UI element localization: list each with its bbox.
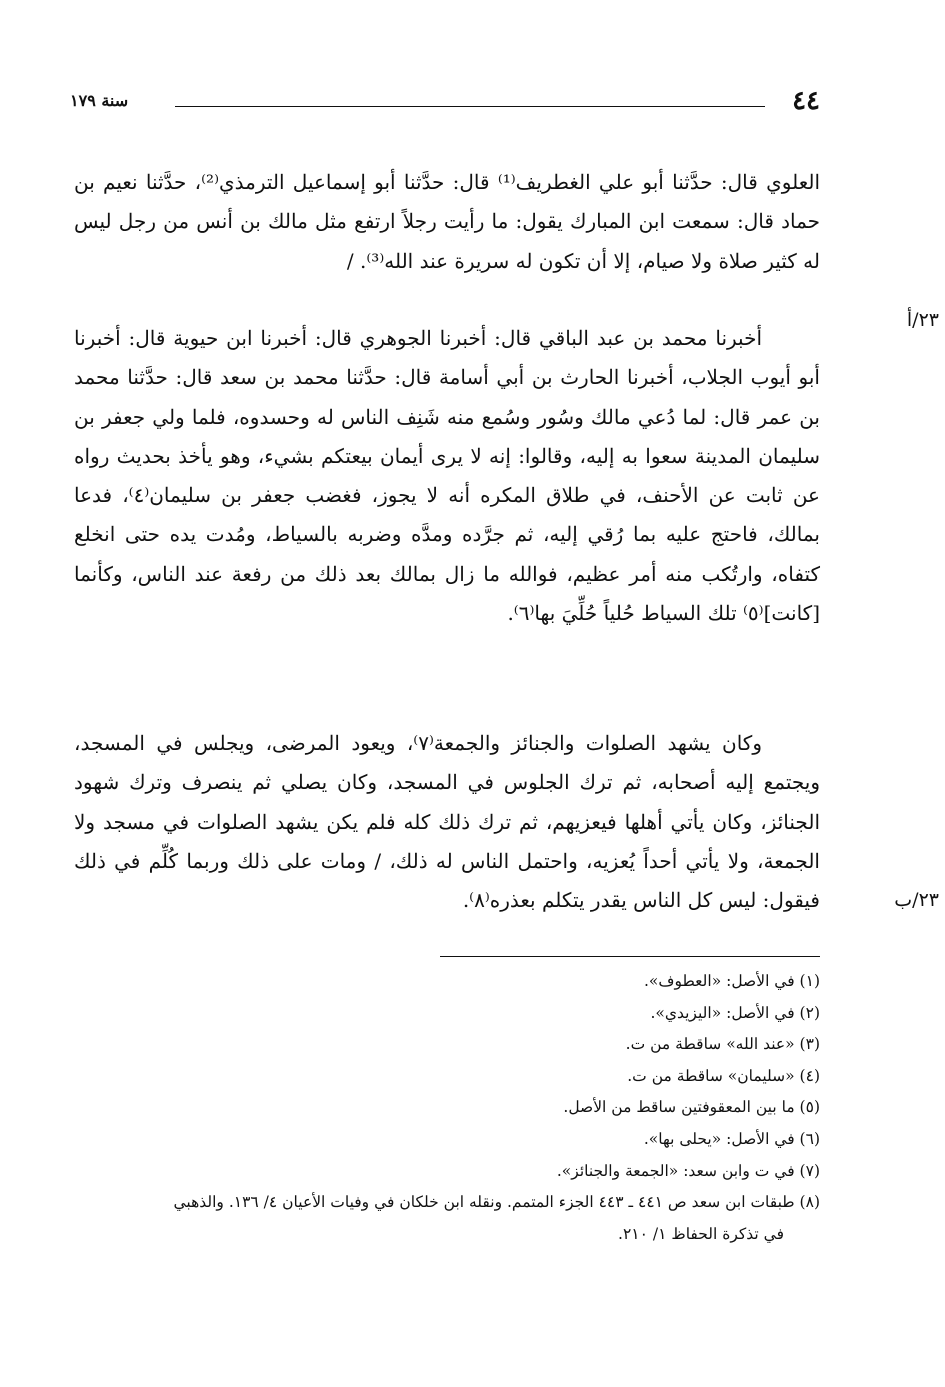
- footnote-8-continuation: في تذكرة الحفاظ ١/ ٢١٠.: [618, 1224, 784, 1243]
- paragraph-1: العلوي قال: حدَّثنا أبو علي الغطريف⁽¹⁾ قال: حدَّثنا أبو إسماعيل الترمذي⁽²⁾، حدَّثنا نعيم بن حماد قال: سمعت ابن المبارك يقول: ما رأيت رجلاً ارتفع مثل مالك بن أنس من رجل ليس له كثير صلاة ولا صيام، إلا أن تكون له سريرة عند الله⁽³⁾. /: [74, 170, 820, 273]
- paragraph-2: أخبرنا محمد بن عبد الباقي قال: أخبرنا الجوهري قال: أخبرنا ابن حيوية قال: أخبرنا أبو أيوب الجلاب، أخبرنا الحارث بن أبي أسامة قال: حدَّثنا محمد بن سعد قال: حدَّثنا محمد بن عمر قال: لما دُعي مالك وسُور وسُمع منه شَنِف الناس له وحسدوه، فلما ولي جعفر بن سليمان المدينة سعوا به إليه، وقالوا: إنه لا يرى أيمان بيعتكم بشيء، وهو يأخذ بحديث رواه عن ثابت عن الأحنف، في طلاق المكره أنه لا يجوز، فغضب جعفر بن سليمان⁽٤⁾، فدعا بمالك، فاحتج عليه بما رُقي إليه، ثم جرَّده ومدَّه وضربه بالسياط، ومُدت يده حتى انخلع كتفاه، وارتُكب منه أمر عظيم، فوالله ما زال بمالك بعد ذلك من رفعة عند الناس، وكأنما [كانت]⁽٥⁾ تلك السياط حُلياً حُلِّيَ بها⁽٦⁾.: [74, 326, 820, 626]
- footnote-rule: [440, 956, 820, 957]
- footnote-8: (٨) طبقات ابن سعد ص ٤٤١ ـ ٤٤٣ الجزء المتمم. ونقله ابن خلكان في وفيات الأعيان ٤/ ١٣٦. والذهبي: [173, 1193, 820, 1212]
- margin-folio-note-2: ٢٣/ب: [894, 889, 939, 911]
- margin-folio-note-1: ٢٣/أ: [906, 309, 939, 331]
- footnote-2: (٢) في الأصل: «اليزيدي».: [650, 1003, 820, 1022]
- footnote-7: (٧) في ت وابن سعد: «الجمعة والجنائز».: [556, 1161, 820, 1180]
- footnote-3: (٣) «عند الله» ساقطة من ت.: [625, 1035, 820, 1054]
- footnotes: [70, 966, 820, 1250]
- footnote-4: (٤) «سليمان» ساقطة من ت.: [627, 1066, 820, 1085]
- footnote-5: (٥) ما بين المعقوفتين ساقط من الأصل.: [563, 1098, 820, 1117]
- page-number: ٤٤: [792, 86, 820, 116]
- year-label: سنة ١٧٩: [70, 91, 129, 110]
- footnote-6: (٦) في الأصل: «يحلى بها».: [643, 1129, 820, 1148]
- footnote-1: (١) في الأصل: «العطوف».: [643, 972, 820, 990]
- paragraph-3: وكان يشهد الصلوات والجنائز والجمعة⁽٧⁾، ويعود المرضى، ويجلس في المسجد، ويجتمع إليه أصحابه، ثم ترك الجلوس في المسجد، وكان يصلي ثم ينصرف وترك شهود الجنائز، وكان يأتي أهلها فيعزيهم، ثم ترك ذلك كله فلم يكن يشهد الصلوات في مسجد ولا الجمعة، ولا يأتي أحداً يُعزيه، واحتمل الناس له ذلك، / ومات على ذلك وربما كُلِّم في ذلك فيقول: ليس كل الناس يقدر يتكلم بعذره⁽٨⁾.: [74, 731, 820, 913]
- running-head: [70, 84, 820, 118]
- header-rule: [175, 106, 765, 107]
